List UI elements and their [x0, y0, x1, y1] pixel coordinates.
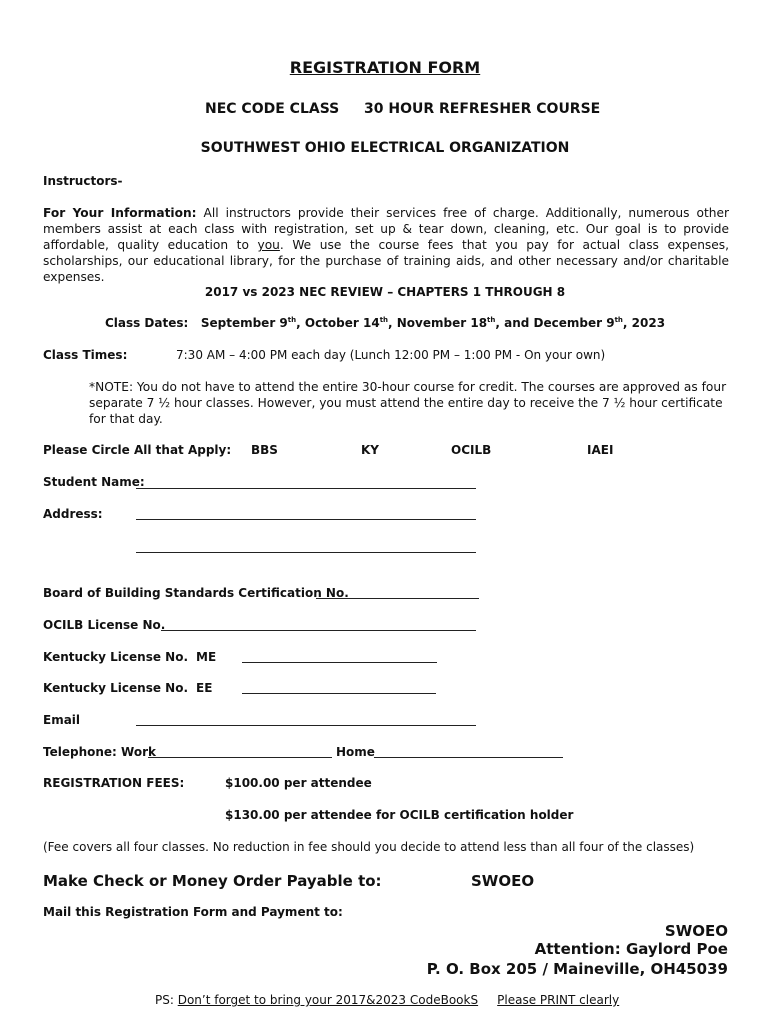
- telephone-work-field[interactable]: [148, 757, 332, 758]
- info-text-after: . We use the course fees that you pay for actual class expenses, scholarships, our educational library, for the purchase of training aids, and other necessary and/or charitable expenses.: [43, 238, 729, 284]
- ee-label: EE: [196, 681, 213, 695]
- mail-address-line2: Attention: Gaylord Poe: [534, 940, 728, 958]
- mail-address-line1: SWOEO: [664, 922, 728, 940]
- date-year: , 2023: [622, 316, 666, 330]
- telephone-home-label: Home: [336, 745, 375, 759]
- class-name: NEC CODE CLASS: [205, 101, 340, 117]
- telephone-home-field[interactable]: [374, 757, 563, 758]
- telephone-work-label: Telephone: Work: [43, 745, 156, 759]
- form-title: REGISTRATION FORM: [289, 58, 481, 77]
- date-oct-sup: th: [379, 316, 389, 324]
- course-name: 30 HOUR REFRESHER COURSE: [364, 101, 601, 117]
- student-name-field[interactable]: [136, 488, 476, 489]
- footer-reminder: Don’t forget to bring your 2017&2023 CodeBookS: [177, 993, 479, 1007]
- instructors-label: Instructors-: [43, 174, 123, 188]
- student-name-label: Student Name:: [43, 475, 145, 489]
- info-text-before: All instructors provide their services free of charge. Additionally, numerous other members assist at each class with registration, set up & tear down, cleaning, etc. Our goal is to provide affordable, quality education to: [43, 206, 729, 252]
- footer-ps: PS:: [155, 993, 178, 1007]
- class-dates: [0, 316, 770, 330]
- option-ocilb[interactable]: OCILB: [451, 443, 492, 457]
- date-oct: , October 14: [296, 316, 380, 330]
- address-field-line1[interactable]: [136, 519, 476, 520]
- info-you: you: [257, 238, 280, 252]
- email-label: Email: [43, 713, 81, 727]
- fee-note: (Fee covers all four classes. No reduction in fee should you decide to attend less than all four of the classes): [43, 840, 695, 854]
- address-field-line2[interactable]: [136, 552, 476, 553]
- organization-name: SOUTHWEST OHIO ELECTRICAL ORGANIZATION: [200, 140, 570, 156]
- ky-license-ee-label: Kentucky License No.: [43, 681, 189, 695]
- date-nov: , November 18: [388, 316, 488, 330]
- option-bbs[interactable]: BBS: [251, 443, 278, 457]
- date-dec-sup: th: [614, 316, 623, 324]
- footer: [155, 993, 619, 1007]
- info-paragraph: [43, 205, 729, 285]
- attendance-note: *NOTE: You do not have to attend the entire 30-hour course for credit. The courses are approved as four separate 7 ½ hour classes. However, you must attend the entire day to receive the 7 ½ hour certificate for that day.: [89, 380, 727, 426]
- footer-print: Please PRINT clearly: [497, 993, 620, 1007]
- bbs-cert-label: Board of Building Standards Certification No.: [43, 586, 349, 600]
- class-dates-label: Class Dates:: [104, 316, 189, 330]
- option-ky[interactable]: KY: [361, 443, 379, 457]
- class-times-value: 7:30 AM – 4:00 PM each day (Lunch 12:00 PM – 1:00 PM - On your own): [176, 348, 606, 362]
- date-sept: September 9: [200, 316, 288, 330]
- ocilb-field[interactable]: [161, 630, 476, 631]
- payable-label: Make Check or Money Order Payable to:: [43, 872, 382, 890]
- payable-to: SWOEO: [471, 872, 535, 890]
- fee-standard: $100.00 per attendee: [225, 776, 372, 790]
- bbs-cert-field[interactable]: [316, 598, 479, 599]
- class-times-label: Class Times:: [43, 348, 128, 362]
- review-title: 2017 vs 2023 NEC REVIEW – CHAPTERS 1 THROUGH 8: [204, 285, 566, 299]
- me-label: ME: [196, 650, 217, 664]
- email-field[interactable]: [136, 725, 476, 726]
- date-sept-sup: th: [287, 316, 297, 324]
- ky-ee-field[interactable]: [242, 693, 436, 694]
- fees-label: REGISTRATION FEES:: [43, 776, 185, 790]
- ocilb-label: OCILB License No.: [43, 618, 166, 632]
- fee-ocilb: $130.00 per attendee for OCILB certification holder: [225, 808, 574, 822]
- mail-address-line3: P. O. Box 205 / Maineville, OH45039: [426, 960, 728, 978]
- address-label: Address:: [43, 507, 103, 521]
- ky-me-field[interactable]: [242, 662, 437, 663]
- ky-license-me-label: Kentucky License No.: [43, 650, 189, 664]
- date-dec: , and December 9: [495, 316, 615, 330]
- circle-label: Please Circle All that Apply:: [43, 443, 232, 457]
- info-label: For Your Information:: [43, 206, 197, 220]
- date-nov-sup: th: [487, 316, 496, 324]
- mail-label: Mail this Registration Form and Payment to:: [43, 905, 343, 919]
- option-iaei[interactable]: IAEI: [587, 443, 614, 457]
